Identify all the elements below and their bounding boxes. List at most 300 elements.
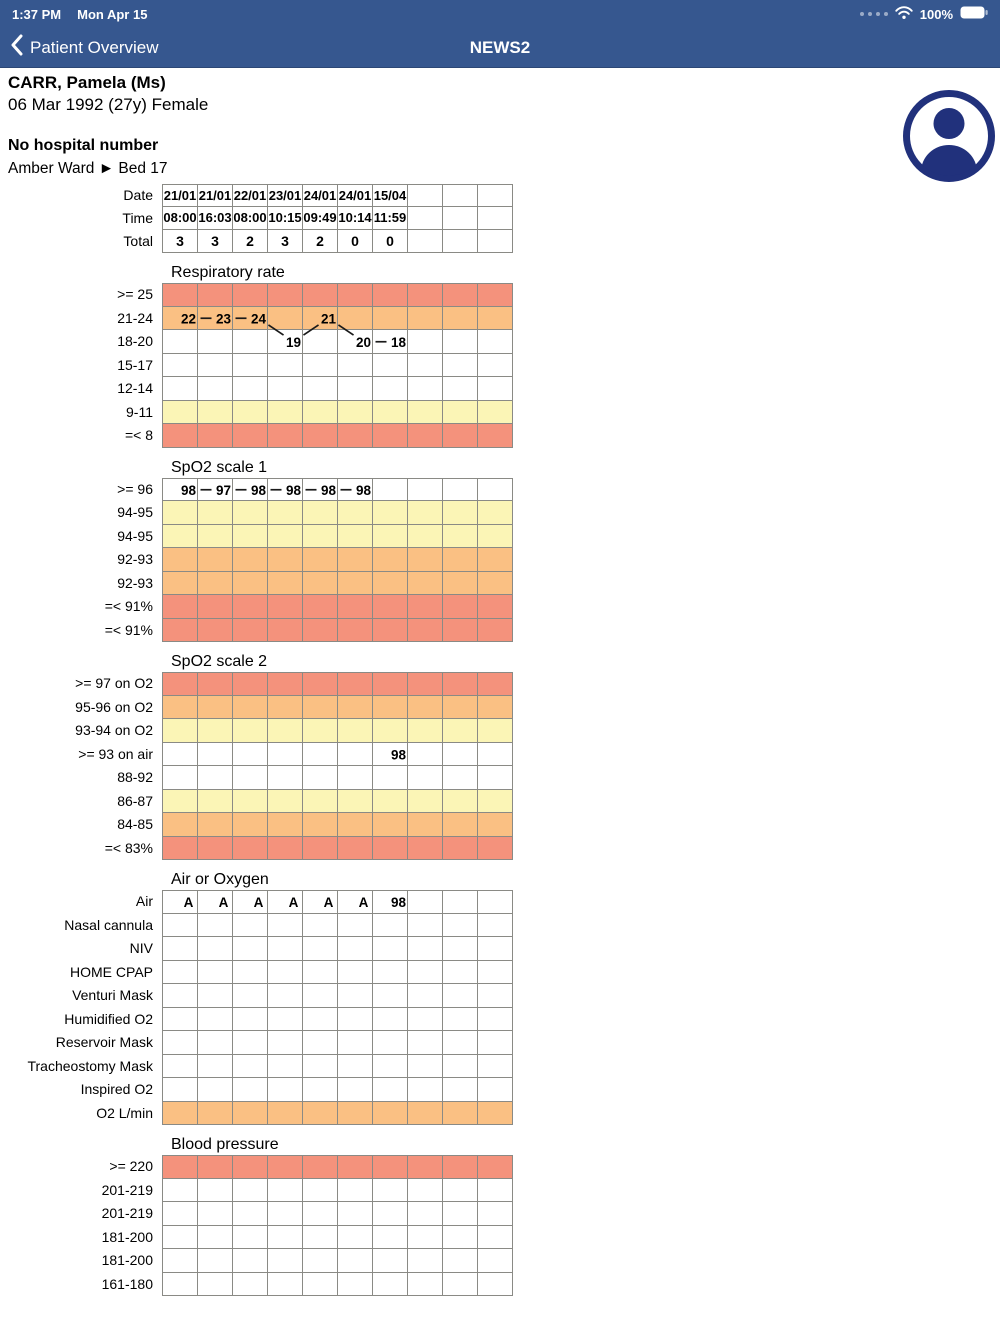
chart-cell (408, 501, 443, 525)
back-button[interactable] (10, 34, 159, 61)
data-point-label: 98 (180, 482, 197, 498)
chart-cell (338, 696, 373, 720)
chart-cell (373, 330, 408, 354)
chart-cell (373, 572, 408, 596)
chart-cell (233, 548, 268, 572)
chart-cell (338, 672, 373, 696)
chart-title: SpO2 scale 2 (171, 653, 268, 670)
chart-cell (338, 790, 373, 814)
chart-cell (233, 672, 268, 696)
chart-cell (338, 619, 373, 643)
chart-band-row (0, 696, 1000, 720)
chart-cell (233, 525, 268, 549)
chart-cell (163, 1078, 198, 1102)
chart-cell (163, 401, 198, 425)
chart-cell (268, 354, 303, 378)
chart-grid-spo2-scale-1 (0, 478, 1000, 643)
obs-cell (443, 207, 478, 230)
chart-cell (338, 1273, 373, 1297)
chart-cell (373, 696, 408, 720)
data-point-label: 98 (320, 482, 337, 498)
obs-cell: 08:00 (163, 207, 198, 230)
chart-cell (163, 478, 198, 502)
chart-cell (233, 307, 268, 331)
chart-cell (338, 478, 373, 502)
chart-cell (338, 424, 373, 448)
chart-cell (268, 501, 303, 525)
back-chevron-icon (10, 34, 23, 61)
chart-cell (198, 354, 233, 378)
chart-cell (163, 330, 198, 354)
chart-band-label: =< 83% (104, 839, 153, 856)
chart-cell (443, 354, 478, 378)
chart-cell (478, 672, 513, 696)
chart-cell (198, 914, 233, 938)
chart-cell (408, 1202, 443, 1226)
chart-cell (478, 743, 513, 767)
chart-cell (443, 890, 478, 914)
chart-cell (233, 719, 268, 743)
chart-cell (443, 937, 478, 961)
chart-band-row (0, 619, 1000, 643)
chart-cell (163, 619, 198, 643)
chart-band-label: 94-95 (117, 527, 153, 544)
chart-title: Air or Oxygen (171, 871, 269, 888)
chart-cell (408, 572, 443, 596)
obs-cell: 2 (233, 230, 268, 253)
chart-cell (373, 377, 408, 401)
chart-cell (163, 1273, 198, 1297)
chart-cell (338, 1031, 373, 1055)
chart-cell (163, 1202, 198, 1226)
chart-cell (198, 890, 233, 914)
chart-cell (373, 813, 408, 837)
chart-cell (443, 478, 478, 502)
chart-cell (268, 619, 303, 643)
chart-cell (373, 1273, 408, 1297)
chart-cell (443, 330, 478, 354)
chart-cell (198, 1055, 233, 1079)
chart-cell (478, 595, 513, 619)
chart-cell (303, 307, 338, 331)
chart-cell (338, 837, 373, 861)
chart-band-label: Inspired O2 (80, 1081, 153, 1097)
data-point-label: 21 (320, 311, 337, 327)
chart-cell (233, 790, 268, 814)
chart-cell (478, 813, 513, 837)
obs-cell: 0 (373, 230, 408, 253)
chart-cell (443, 1249, 478, 1273)
chart-cell (198, 672, 233, 696)
chart-cell (408, 377, 443, 401)
chart-cell (233, 1102, 268, 1126)
chart-cell (478, 572, 513, 596)
status-date: Mon Apr 15 (77, 6, 148, 22)
battery-icon (960, 6, 988, 22)
chart-cell (478, 424, 513, 448)
chart-cell (233, 961, 268, 985)
chart-cell (233, 478, 268, 502)
chart-band-row (0, 1008, 1000, 1032)
chart-cell (373, 890, 408, 914)
chart-cell (198, 401, 233, 425)
chart-cell (443, 1273, 478, 1297)
chart-cell (338, 766, 373, 790)
chart-cell (373, 984, 408, 1008)
chart-title: Respiratory rate (171, 264, 285, 281)
chart-cell (303, 766, 338, 790)
chart-cell (478, 1008, 513, 1032)
back-button-label: Patient Overview (30, 37, 159, 57)
chart-cell (303, 961, 338, 985)
chart-cell (478, 790, 513, 814)
chart-cell (408, 1155, 443, 1179)
chart-cell (198, 478, 233, 502)
obs-cell: 24/01 (303, 184, 338, 207)
chart-cell (163, 914, 198, 938)
data-point-label: 19 (285, 334, 302, 350)
chart-cell (233, 1273, 268, 1297)
page-title: NEWS2 (469, 37, 531, 57)
chart-band-label: >= 93 on air (78, 745, 153, 762)
chart-cell (163, 377, 198, 401)
data-point-label: 98 (390, 747, 407, 763)
chart-band-row (0, 937, 1000, 961)
data-point-label: A (323, 894, 334, 910)
chart-cell (443, 283, 478, 307)
chart-cell (478, 1179, 513, 1203)
chart-band-row (0, 766, 1000, 790)
chart-band-label: 9-11 (126, 403, 153, 420)
charts-container (0, 263, 1000, 1296)
data-point-label: 98 (390, 894, 407, 910)
chart-cell (233, 595, 268, 619)
chart-cell (268, 1273, 303, 1297)
chart-cell (408, 743, 443, 767)
chart-cell (163, 501, 198, 525)
chart-cell (478, 354, 513, 378)
chart-cell (408, 937, 443, 961)
chart-cell (408, 595, 443, 619)
chart-cell (233, 1055, 268, 1079)
chart-cell (443, 401, 478, 425)
chart-cell (373, 307, 408, 331)
chart-cell (373, 501, 408, 525)
chart-cell (303, 1055, 338, 1079)
chart-cell (268, 1226, 303, 1250)
patient-chart-content (0, 72, 1000, 1296)
obs-cell: 3 (198, 230, 233, 253)
chart-cell (268, 307, 303, 331)
data-point-label: 23 (215, 311, 232, 327)
chart-band-row (0, 1055, 1000, 1079)
chart-cell (233, 1008, 268, 1032)
chart-cell (303, 890, 338, 914)
chart-cell (268, 572, 303, 596)
chart-band-label: O2 L/min (96, 1104, 153, 1121)
chart-cell (163, 937, 198, 961)
chart-cell (233, 401, 268, 425)
chart-cell (198, 283, 233, 307)
chart-cell (373, 525, 408, 549)
chart-cell (303, 330, 338, 354)
chart-cell (268, 1008, 303, 1032)
chart-grid-blood-pressure (0, 1155, 1000, 1296)
obs-cell (478, 184, 513, 207)
chart-band-row (0, 424, 1000, 448)
chart-cell (443, 984, 478, 1008)
chart-cell (338, 1055, 373, 1079)
chart-cell (303, 937, 338, 961)
chart-band-row (0, 548, 1000, 572)
chart-band-label: 92-93 (117, 574, 153, 591)
chart-cell (338, 1179, 373, 1203)
chart-cell (478, 937, 513, 961)
chart-cell (163, 548, 198, 572)
chart-cell (303, 743, 338, 767)
chart-cell (338, 501, 373, 525)
chart-band-label: 92-93 (117, 551, 153, 567)
obs-cell: 2 (303, 230, 338, 253)
chart-cell (373, 937, 408, 961)
chart-cell (408, 813, 443, 837)
chart-cell (478, 1273, 513, 1297)
chart-cell (198, 961, 233, 985)
chart-band-label: >= 96 (117, 480, 153, 497)
chart-cell (443, 743, 478, 767)
chart-cell (478, 330, 513, 354)
chart-cell (233, 424, 268, 448)
data-point-label: 98 (355, 482, 372, 498)
chart-cell (443, 377, 478, 401)
obs-cell: 10:14 (338, 207, 373, 230)
chart-cell (268, 1031, 303, 1055)
chart-cell (408, 790, 443, 814)
chart-cell (338, 595, 373, 619)
chart-cell (198, 377, 233, 401)
chart-cell (303, 1249, 338, 1273)
chart-cell (163, 424, 198, 448)
chart-cell (443, 790, 478, 814)
chart-cell (373, 1155, 408, 1179)
chart-cell (338, 1078, 373, 1102)
chart-cell (233, 984, 268, 1008)
obs-row-label: Date (123, 187, 153, 203)
chart-cell (198, 984, 233, 1008)
chart-cell (338, 1155, 373, 1179)
chart-band-label: Reservoir Mask (55, 1034, 153, 1050)
obs-row-label: Time (122, 210, 153, 226)
chart-cell (443, 548, 478, 572)
chart-cell (408, 719, 443, 743)
chart-cell (198, 1155, 233, 1179)
chart-cell (408, 914, 443, 938)
chart-cell (268, 1179, 303, 1203)
chart-cell (268, 424, 303, 448)
chart-cell (338, 1102, 373, 1126)
chart-cell (373, 837, 408, 861)
chart-band-label: 181-200 (101, 1252, 153, 1268)
chart-cell (268, 984, 303, 1008)
chart-cell (478, 1202, 513, 1226)
chart-cell (268, 1249, 303, 1273)
chart-cell (443, 1031, 478, 1055)
chart-band-label: 94-95 (117, 504, 153, 520)
chart-cell (408, 548, 443, 572)
observations-table (0, 184, 1000, 253)
chart-cell (373, 1226, 408, 1250)
chart-cell (233, 572, 268, 596)
chart-cell (163, 1008, 198, 1032)
chart-cell (408, 1031, 443, 1055)
chart-cell (233, 283, 268, 307)
chart-cell (303, 595, 338, 619)
chart-cell (198, 719, 233, 743)
chart-band-row (0, 719, 1000, 743)
obs-cell: 21/01 (198, 184, 233, 207)
chart-cell (338, 548, 373, 572)
chart-cell (303, 401, 338, 425)
chart-cell (268, 478, 303, 502)
data-point-label: A (358, 894, 369, 910)
chart-cell (198, 696, 233, 720)
chart-cell (303, 283, 338, 307)
status-bar (0, 0, 1000, 28)
chart-cell (233, 619, 268, 643)
patient-location: Amber Ward ► Bed 17 (8, 160, 168, 177)
chart-cell (338, 1202, 373, 1226)
chart-cell (478, 1155, 513, 1179)
chart-cell (163, 595, 198, 619)
chart-cell (303, 1078, 338, 1102)
chart-cell (338, 890, 373, 914)
chart-cell (303, 354, 338, 378)
chart-band-row (0, 572, 1000, 596)
chart-cell (303, 1202, 338, 1226)
chart-band-row (0, 1273, 1000, 1297)
obs-cell: 09:49 (303, 207, 338, 230)
chart-cell (443, 501, 478, 525)
chart-cell (373, 619, 408, 643)
obs-cell (408, 207, 443, 230)
chart-cell (478, 837, 513, 861)
chart-cell (303, 424, 338, 448)
obs-row-date (0, 184, 1000, 207)
chart-band-label: Nasal cannula (64, 916, 153, 933)
chart-cell (268, 813, 303, 837)
chart-band-label: 161-180 (101, 1275, 153, 1292)
chart-cell (478, 696, 513, 720)
chart-title: Blood pressure (171, 1136, 279, 1153)
chart-cell (408, 619, 443, 643)
chart-cell (408, 1102, 443, 1126)
chart-cell (163, 525, 198, 549)
chart-cell (373, 1102, 408, 1126)
chart-cell (373, 1031, 408, 1055)
obs-cell: 11:59 (373, 207, 408, 230)
avatar (903, 90, 995, 182)
chart-cell (198, 1102, 233, 1126)
chart-cell (268, 766, 303, 790)
chart-cell (163, 1226, 198, 1250)
chart-band-row (0, 914, 1000, 938)
chart-cell (233, 377, 268, 401)
obs-cell: 10:15 (268, 207, 303, 230)
chart-band-label: 12-14 (117, 380, 153, 396)
chart-cell (233, 696, 268, 720)
chart-cell (478, 1031, 513, 1055)
obs-cell: 3 (268, 230, 303, 253)
chart-cell (268, 837, 303, 861)
data-point-label: 24 (250, 311, 267, 327)
chart-cell (478, 478, 513, 502)
chart-cell (198, 1273, 233, 1297)
chart-title: SpO2 scale 1 (171, 458, 268, 476)
chart-cell (443, 525, 478, 549)
status-time: 1:37 PM (12, 6, 62, 22)
obs-row-total (0, 230, 1000, 253)
chart-band-label: 95-96 on O2 (75, 698, 153, 715)
chart-band-label: Air (135, 893, 153, 909)
chart-cell (198, 1008, 233, 1032)
chart-cell (163, 1102, 198, 1126)
chart-cell (198, 548, 233, 572)
chart-cell (233, 1179, 268, 1203)
chart-cell (303, 790, 338, 814)
chart-cell (198, 766, 233, 790)
chart-cell (303, 1226, 338, 1250)
chart-cell (408, 330, 443, 354)
chart-cell (338, 813, 373, 837)
chart-cell (478, 984, 513, 1008)
chart-cell (198, 837, 233, 861)
chart-cell (373, 1179, 408, 1203)
chart-cell (233, 501, 268, 525)
chart-cell (233, 1031, 268, 1055)
chart-cell (443, 307, 478, 331)
chart-cell (443, 837, 478, 861)
chart-cell (198, 790, 233, 814)
chart-cell (163, 1249, 198, 1273)
chart-cell (163, 837, 198, 861)
chart-cell (478, 501, 513, 525)
obs-cell: 3 (163, 230, 198, 253)
chart-cell (163, 283, 198, 307)
chart-cell (338, 1226, 373, 1250)
chart-cell (408, 961, 443, 985)
chart-cell (443, 1179, 478, 1203)
chart-band-row (0, 984, 1000, 1008)
chart-cell (338, 719, 373, 743)
chart-cell (478, 1055, 513, 1079)
chart-grid-spo2-scale-2 (0, 672, 1000, 860)
chart-band-label: 86-87 (117, 792, 153, 809)
chart-cell (303, 478, 338, 502)
chart-cell (373, 961, 408, 985)
chart-band-row (0, 354, 1000, 378)
chart-cell (268, 937, 303, 961)
chart-band-row (0, 743, 1000, 767)
chart-cell (303, 672, 338, 696)
chart-band-label: 201-219 (101, 1205, 153, 1221)
chart-cell (303, 1031, 338, 1055)
data-point-label: A (253, 894, 264, 910)
obs-cell (408, 184, 443, 207)
chart-cell (373, 766, 408, 790)
chart-cell (303, 1179, 338, 1203)
data-point-label: 18 (390, 334, 407, 350)
data-point-label: 22 (180, 311, 197, 327)
